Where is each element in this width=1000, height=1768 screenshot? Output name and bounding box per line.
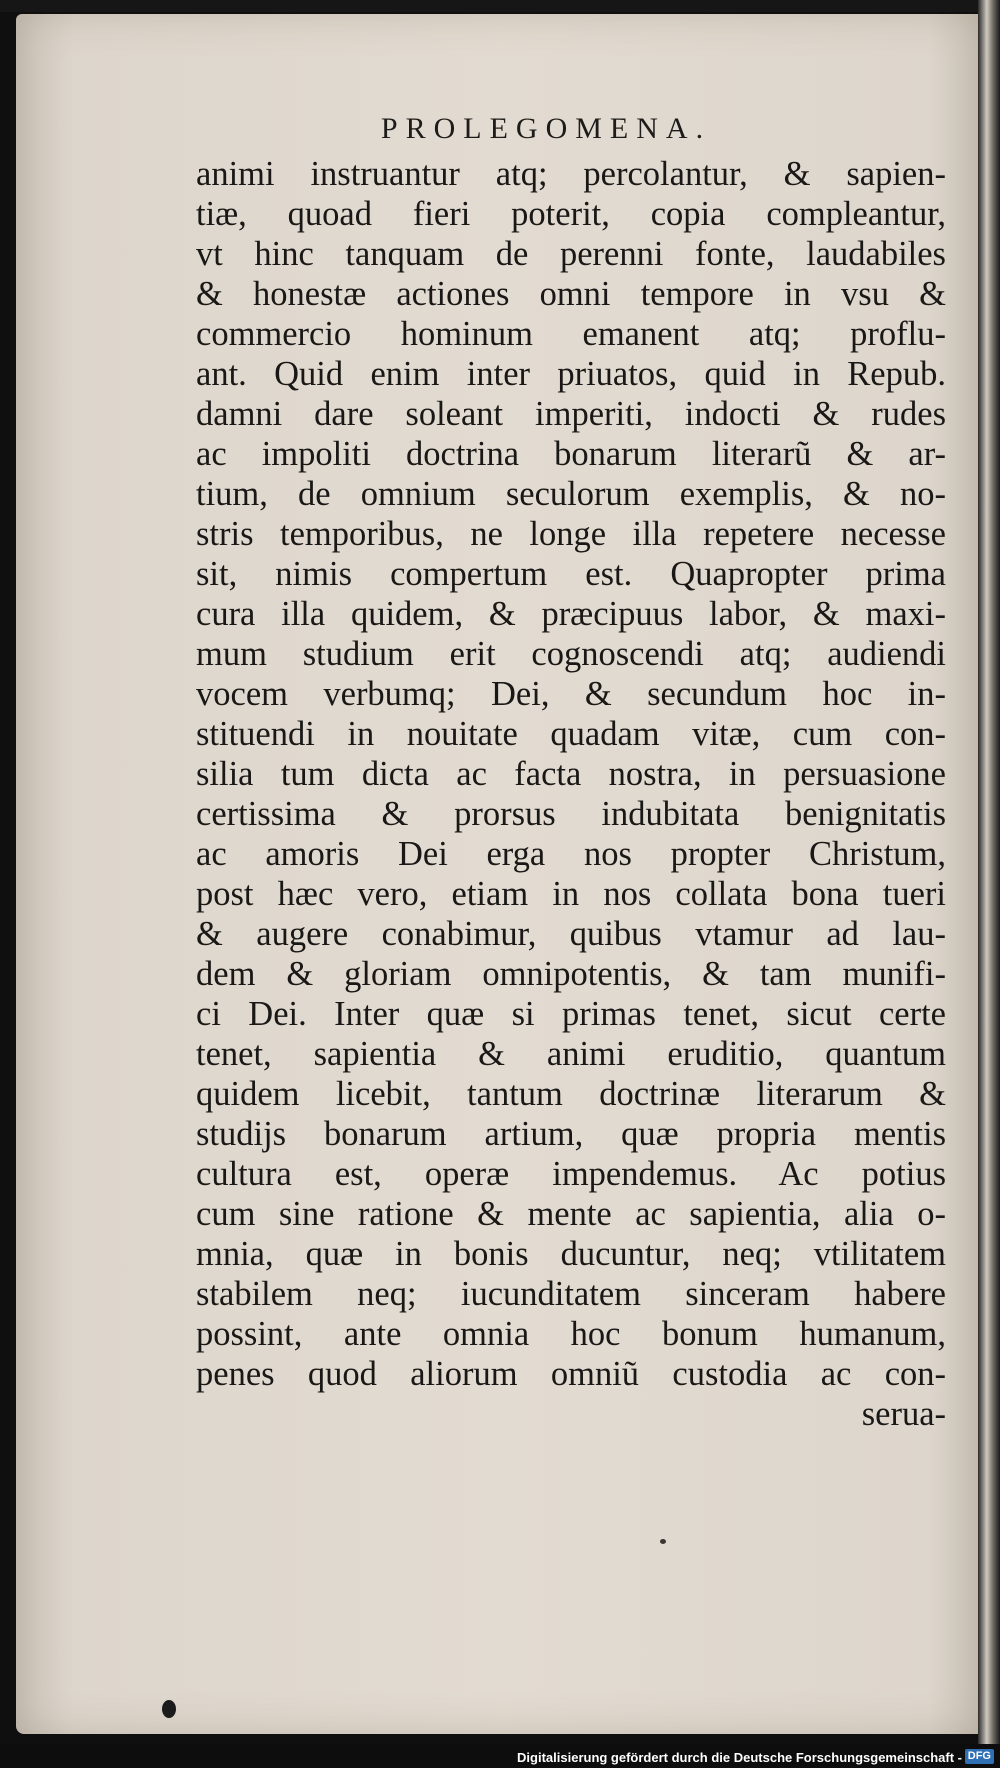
text-line: quidem licebit, tantum doctrinæ literarum & xyxy=(196,1075,946,1113)
body-text xyxy=(196,154,946,1434)
funding-credit: Digitalisierung gefördert durch die Deutsche Forschungsgemeinschaft - xyxy=(517,1750,962,1765)
text-line: cum sine ratione & mente ac sapientia, alia o- xyxy=(196,1195,946,1233)
text-line: mum studium erit cognoscendi atq; audiendi xyxy=(196,635,946,673)
text-line: vt hinc tanquam de perenni fonte, laudabiles xyxy=(196,235,946,273)
text-line: commercio hominum emanent atq; proflu- xyxy=(196,315,946,353)
scan-top-edge xyxy=(0,0,1000,12)
running-head: PROLEGOMENA. xyxy=(380,112,712,145)
book-page xyxy=(16,14,986,1734)
text-line: stris temporibus, ne longe illa repetere necesse xyxy=(196,515,946,553)
text-line: studijs bonarum artium, quæ propria mentis xyxy=(196,1115,946,1153)
text-line: mnia, quæ in bonis ducuntur, neq; vtilitatem xyxy=(196,1235,946,1273)
text-line: silia tum dicta ac facta nostra, in persuasione xyxy=(196,755,946,793)
text-line: damni dare soleant imperiti, indocti & rudes xyxy=(196,395,946,433)
ink-blot xyxy=(162,1700,176,1718)
text-line: sit, nimis compertum est. Quapropter prima xyxy=(196,555,946,593)
scan-right-edge xyxy=(978,0,1000,1768)
text-line: & honestæ actiones omni tempore in vsu & xyxy=(196,275,946,313)
text-line: dem & gloriam omnipotentis, & tam munifi- xyxy=(196,955,946,993)
text-line: ci Dei. Inter quæ si primas tenet, sicut certe xyxy=(196,995,946,1033)
text-line: tium, de omnium seculorum exemplis, & no- xyxy=(196,475,946,513)
text-line: & augere conabimur, quibus vtamur ad lau- xyxy=(196,915,946,953)
text-line: possint, ante omnia hoc bonum humanum, xyxy=(196,1315,946,1353)
text-line: post hæc vero, etiam in nos collata bona tueri xyxy=(196,875,946,913)
text-line: ant. Quid enim inter priuatos, quid in Repub. xyxy=(196,355,946,393)
footer-bar xyxy=(0,1744,1000,1768)
text-line: serua- xyxy=(861,1395,946,1433)
text-line: cura illa quidem, & præcipuus labor, & maxi- xyxy=(196,595,946,633)
text-line: stituendi in nouitate quadam vitæ, cum con- xyxy=(196,715,946,753)
text-line: animi instruantur atq; percolantur, & sapien- xyxy=(196,155,946,193)
dfg-logo-icon: DFG xyxy=(965,1749,994,1764)
text-line: vocem verbumq; Dei, & secundum hoc in- xyxy=(196,675,946,713)
text-line: stabilem neq; iucunditatem sinceram habere xyxy=(196,1275,946,1313)
text-line: tiæ, quoad fieri poterit, copia compleantur, xyxy=(196,195,946,233)
text-line: ac amoris Dei erga nos propter Christum, xyxy=(196,835,946,873)
text-line: ac impoliti doctrina bonarum literarũ & ar- xyxy=(196,435,946,473)
ink-speck xyxy=(660,1539,666,1544)
text-line: cultura est, operæ impendemus. Ac potius xyxy=(196,1155,946,1193)
text-line: tenet, sapientia & animi eruditio, quantum xyxy=(196,1035,946,1073)
text-line: certissima & prorsus indubitata benignitatis xyxy=(196,795,946,833)
text-line: penes quod aliorum omniũ custodia ac con- xyxy=(196,1355,946,1393)
